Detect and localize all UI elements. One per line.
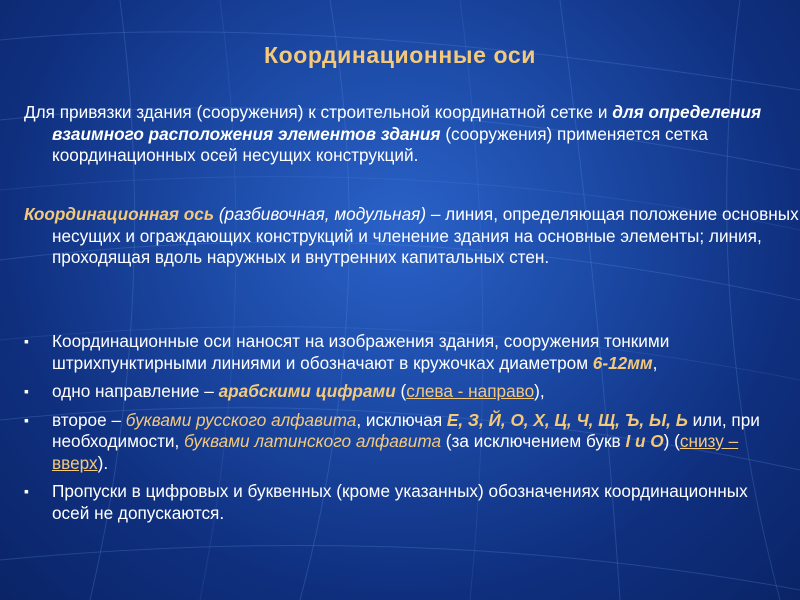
definition-paragraph xyxy=(24,204,800,269)
item-text-end: , xyxy=(652,352,658,373)
list-item xyxy=(22,410,784,475)
item-text-end: ), xyxy=(534,381,545,401)
rules-list xyxy=(22,331,784,531)
item-text-2: , исключая xyxy=(356,409,447,430)
item-russian-letters: буквами русского алфавита xyxy=(125,409,357,430)
list-item xyxy=(22,481,784,524)
item-text: Пропуски в цифровых и буквенных (кроме указанных) обозначениях координационных осей не допускаются. xyxy=(52,481,748,523)
bullet-square-icon: ▪ xyxy=(24,483,29,499)
item-direction: снизу – вверх xyxy=(52,431,739,473)
intro-text-1: Для привязки здания (сооружения) к строительной координатной сетке и xyxy=(24,102,613,122)
item-text-5: ) ( xyxy=(663,431,680,451)
slide-title: Координационные оси xyxy=(263,42,537,68)
definition-text: – линия, определяющая положение основных несущих и ограждающих конструкций и членение здания на основные элементы; линия, проходящая вдоль наружных и внутренних капитальных стен. xyxy=(52,204,799,267)
item-direction: слева - направо xyxy=(406,381,535,401)
item-latin-letters: буквами латинского алфавита xyxy=(184,431,442,451)
intro-paragraph xyxy=(24,102,800,167)
item-text-paren: ( xyxy=(395,381,407,401)
list-item xyxy=(22,381,784,403)
item-text-3: или, при необходимости, xyxy=(52,409,760,451)
item-text: одно направление – xyxy=(52,381,219,401)
item-text-4: (за исключением букв xyxy=(441,431,626,451)
item-excluded-latin: I и O xyxy=(625,431,664,451)
bullet-square-icon: ▪ xyxy=(24,383,29,399)
intro-emphasis: для определения взаимного расположения элементов здания xyxy=(52,102,762,144)
item-text-end: ). xyxy=(97,452,109,473)
bullet-square-icon: ▪ xyxy=(24,411,29,428)
item-text: второе – xyxy=(52,409,126,430)
definition-synonyms: (разбивочная, модульная) xyxy=(214,204,427,224)
item-text: Координационные оси наносят на изображения здания, сооружения тонкими штрихпунктирными линиями и обозначают в кружочках диаметром xyxy=(52,331,670,373)
definition-term: Координационная ось xyxy=(24,204,215,224)
bullet-square-icon: ▪ xyxy=(24,333,29,349)
list-item xyxy=(22,331,784,374)
item-arabic-digits: арабскими цифрами xyxy=(218,381,396,401)
item-diameter: 6-12мм xyxy=(592,352,653,373)
intro-text-2: (сооружения) применяется сетка координационных осей несущих конструкций. xyxy=(52,123,708,165)
item-excluded-letters: Е, З, Й, О, Х, Ц, Ч, Щ, Ъ, Ы, Ь xyxy=(446,409,688,430)
